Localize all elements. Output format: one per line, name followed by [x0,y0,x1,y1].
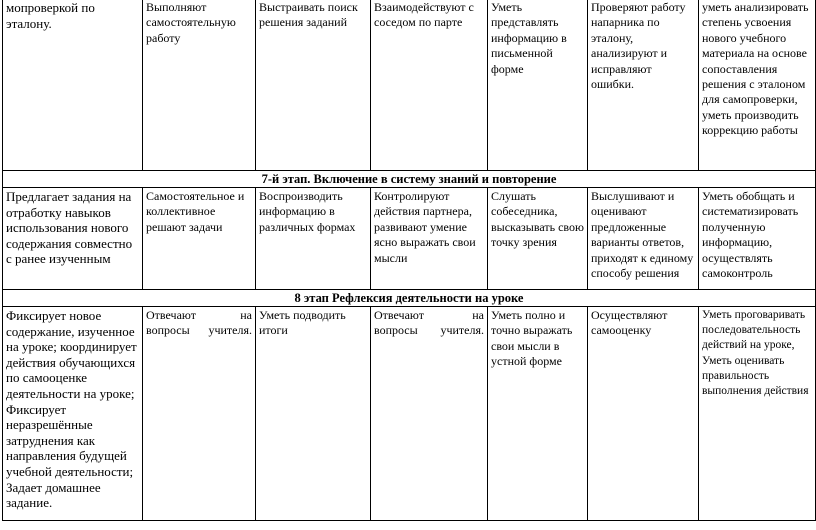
student-activity-cell: Отвечают на вопросы учителя. [143,307,256,521]
cognitive-uud-cell: Воспроизводить информацию в различных формах [256,188,371,290]
student-activity-cell: Выполняют самостоятельную работу [143,0,256,171]
communicative-uud-cell: Уметь представлять информацию в письменной форме [488,0,588,171]
communicative-activity-cell: Отвечают на вопросы учителя. [371,307,488,521]
regulatory-activity-cell: Осуществляют самооценку [588,307,699,521]
stage-heading-row [3,290,816,307]
teacher-activity-cell: Предлагает задания на отработку навыков использования нового содержания совместно с ранее изученным [3,188,143,290]
regulatory-uud-cell: уметь анализировать степень усвоения нового учебного материала на основе сопоставления решения с эталоном для самопроверки, уметь производить коррекцию работы [699,0,816,171]
regulatory-uud-cell: Уметь обобщать и систематизировать полученную информацию, осуществлять самоконтроль [699,188,816,290]
regulatory-uud-cell: Уметь проговаривать последовательность действий на уроке, Уметь оценивать правильность выполнения действия [699,307,816,521]
student-activity-cell: Самостоятельное и коллективное решают задачи [143,188,256,290]
table-row [3,188,816,290]
teacher-activity-cell: Фиксирует новое содержание, изученное на уроке; координирует действия обучающихся по самооценке деятельности на уроке; Фиксирует неразрешённые затруднения как направления будущей учебной деятельности; Задает домашнее задание. [3,307,143,521]
table-row [3,0,816,171]
communicative-uud-cell: Уметь полно и точно выражать свои мысли в устной форме [488,307,588,521]
communicative-uud-cell: Слушать собеседника, высказывать свою точку зрения [488,188,588,290]
stage-heading-row [3,171,816,188]
stage-8-title: 8 этап Рефлексия деятельности на уроке [3,290,816,307]
stage-7-title: 7-й этап. Включение в систему знаний и повторение [3,171,816,188]
teacher-activity-cell: мопроверкой по эталону. [3,0,143,171]
table-row [3,307,816,521]
communicative-activity-cell: Взаимодействуют с соседом по парте [371,0,488,171]
cognitive-uud-cell: Уметь подводить итоги [256,307,371,521]
regulatory-activity-cell: Проверяют работу напарника по эталону, анализируют и исправляют ошибки. [588,0,699,171]
regulatory-activity-cell: Выслушивают и оценивают предложенные варианты ответов, приходят к единому способу решения [588,188,699,290]
communicative-activity-cell: Контролируют действия партнера, развивают умение ясно выражать свои мысли [371,188,488,290]
cognitive-uud-cell: Выстраивать поиск решения заданий [256,0,371,171]
lesson-plan-table [2,0,816,521]
